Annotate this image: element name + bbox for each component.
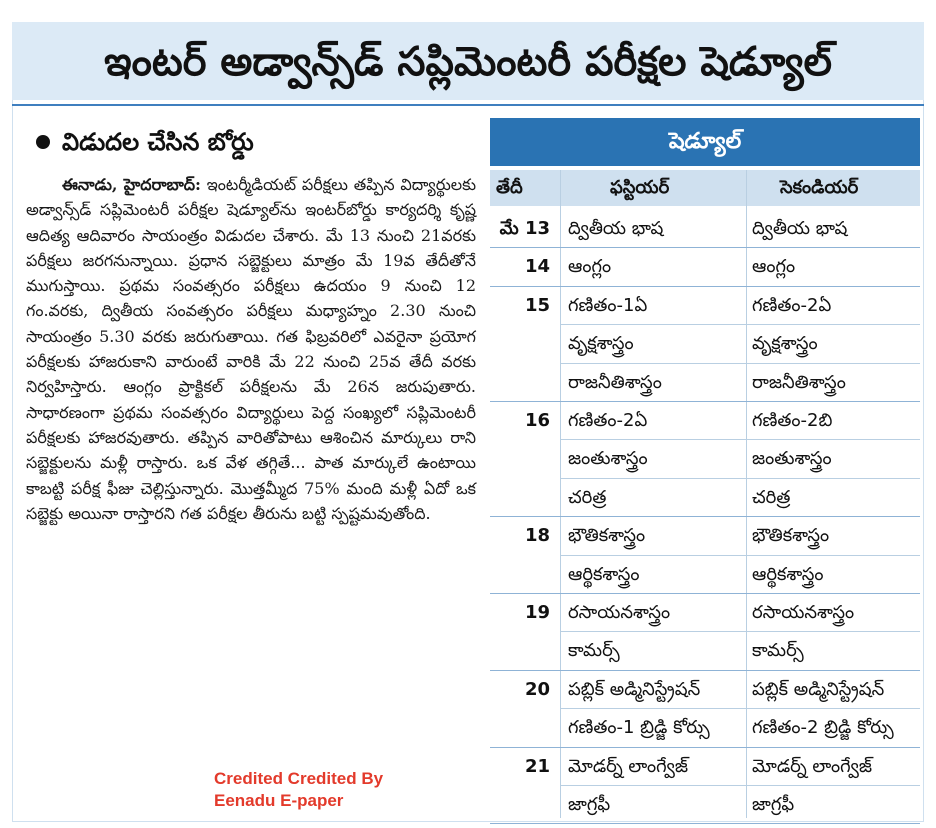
second-year-subject: గణితం-2ఏ: [752, 294, 832, 316]
second-year-subject: ద్వితీయ భాష: [752, 218, 848, 239]
first-year-subject: భౌతికశాస్త్రం: [568, 525, 646, 547]
row-divider: [490, 670, 920, 671]
second-year-subject: గణితం-2బి: [752, 410, 833, 431]
header-second-year: సెకండియర్: [780, 177, 859, 198]
second-year-subject: ఆంగ్లం: [752, 256, 796, 278]
row-divider: [490, 401, 920, 402]
column-divider: [746, 170, 747, 818]
first-year-subject: ద్వితీయ భాష: [568, 218, 664, 239]
schedule-date: 18: [524, 525, 550, 547]
row-divider: [490, 516, 920, 517]
second-year-subject: రాజనీతిశాస్త్రం: [752, 371, 846, 393]
second-year-subject: పబ్లిక్ అడ్మినిస్ట్రేషన్: [752, 678, 885, 700]
second-year-subject: చరిత్ర: [752, 486, 791, 508]
headline: ఇంటర్ అడ్వాన్స్‌డ్ సప్లిమెంటరీ పరీక్షల షెడ్యూల్: [104, 39, 832, 85]
first-year-subject: జాగ్రఫీ: [568, 794, 611, 815]
bullet-icon: [36, 135, 50, 149]
first-year-subject: గణితం-1ఏ: [568, 294, 648, 316]
row-divider: [560, 324, 920, 325]
second-year-subject: ఆర్థికశాస్త్రం: [752, 563, 824, 585]
schedule-date: మే 13: [499, 218, 550, 239]
row-divider: [560, 478, 920, 479]
row-divider: [490, 286, 920, 287]
second-year-subject: జంతుశాస్త్రం: [752, 448, 832, 470]
header-date: తేదీ: [496, 177, 523, 198]
row-divider: [490, 247, 920, 248]
schedule-date: 19: [524, 602, 550, 623]
schedule-date: 16: [524, 410, 550, 431]
headline-rule: [12, 104, 924, 106]
second-year-subject: జాగ్రఫీ: [752, 794, 795, 815]
first-year-subject: కామర్స్: [568, 640, 620, 662]
subheading: [26, 122, 466, 162]
second-year-subject: గణితం-2 బ్రిడ్జి కోర్సు: [752, 717, 894, 739]
second-year-subject: మోడర్న్ లాంగ్వేజ్: [752, 755, 872, 777]
second-year-subject: వృక్షశాస్త్రం: [752, 333, 818, 355]
subheading-text: విడుదల చేసిన బోర్డు: [62, 128, 254, 156]
first-year-subject: వృక్షశాస్త్రం: [568, 333, 634, 355]
credit-line-2: Eenadu E-paper: [214, 791, 344, 810]
first-year-subject: పబ్లిక్ అడ్మినిస్ట్రేషన్: [568, 678, 701, 700]
schedule-title: షెడ్యూల్: [490, 118, 920, 166]
first-year-subject: జంతుశాస్త్రం: [568, 448, 648, 470]
second-year-subject: కామర్స్: [752, 640, 804, 662]
schedule-date: 20: [524, 678, 550, 700]
row-divider: [560, 785, 920, 786]
row-divider: [560, 555, 920, 556]
credit-line-1: Credited Credited By: [214, 769, 384, 788]
schedule-date: 21: [524, 755, 550, 777]
first-year-subject: గణితం-2ఏ: [568, 410, 648, 431]
row-divider: [490, 593, 920, 594]
second-year-subject: భౌతికశాస్త్రం: [752, 525, 830, 547]
second-year-subject: రసాయనశాస్త్రం: [752, 602, 855, 623]
schedule-table: [490, 118, 920, 818]
header-first-year: ఫస్టియర్: [610, 177, 670, 198]
schedule-header-row: [490, 170, 920, 206]
first-year-subject: ఆర్థికశాస్త్రం: [568, 563, 640, 585]
dateline: ఈనాడు, హైదరాబాద్:: [62, 175, 201, 194]
row-divider: [560, 631, 920, 632]
row-divider: [560, 708, 920, 709]
column-divider: [560, 170, 561, 818]
row-divider: [490, 823, 920, 824]
article-text: ఇంటర్మీడియట్ పరీక్షలు తప్పిన విద్యార్థులకు అడ్వాన్స్‌డ్ సప్లిమెంటరీ పరీక్షల షెడ్యూల్‌ను ఇంటర్‌బోర్డు కార్యదర్శి కృష్ణ ఆదిత్య ఆదివారం సాయంత్రం విడుదల చేశారు. మే 13 నుంచి 21వరకు పరీక్షలు జరగనున్నాయి. ప్రధాన సబ్జెక్టులు మాత్రం మే 19వ తేదీతోనే ముగుస్తాయి. ప్రథమ సంవత్సరం పరీక్షలు ఉదయం 9 నుంచి 12 గం.వరకు, ద్వితీయ సంవత్సరం పరీక్షలు మధ్యాహ్నం 2.30 నుంచి సాయంత్రం 5.30 వరకు జరుగుతాయి. గత ఫిబ్రవరిలో ఎవరైనా ప్రయోగ పరీక్షలకు హాజరుకాని వారుంటే వారికి మే 22 నుంచి 25వ తేదీ వరకు నిర్వహిస్తారు. ఆంగ్లం ప్రాక్టికల్ పరీక్షలను మే 26న జరుపుతారు. సాధారణంగా ప్రథమ సంవత్సరం విద్యార్థులు పెద్ద సంఖ్యలో సప్లిమెంటరీ పరీక్షలకు హాజరవుతారు. తప్పిన వారితోపాటు ఆశించిన మార్కులు రాని సబ్జెక్టులను మళ్లీ రాస్తారు. ఒక వేళ తగ్గితే... పాత మార్కులే ఉంటాయి కాబట్టి పరీక్ష ఫీజు చెల్లిస్తున్నారు. మొత్తమ్మీద 75% మంది మళ్లీ ఏదో ఒక సబ్జెక్టు అయినా రాస్తారని గత పరీక్షల తీరును బట్టి స్పష్టమవుతోంది.: [26, 175, 476, 523]
first-year-subject: ఆంగ్లం: [568, 256, 612, 278]
first-year-subject: చరిత్ర: [568, 486, 607, 508]
first-year-subject: గణితం-1 బ్రిడ్జి కోర్సు: [568, 717, 710, 739]
schedule-date: 15: [524, 294, 550, 316]
article-body: [26, 172, 476, 812]
credit: [214, 768, 424, 814]
first-year-subject: మోడర్న్ లాంగ్వేజ్: [568, 755, 688, 777]
row-divider: [560, 363, 920, 364]
row-divider: [560, 439, 920, 440]
row-divider: [490, 747, 920, 748]
schedule-date: 14: [524, 256, 550, 278]
first-year-subject: రసాయనశాస్త్రం: [568, 602, 671, 623]
article-paragraph: [26, 172, 476, 526]
first-year-subject: రాజనీతిశాస్త్రం: [568, 371, 662, 393]
